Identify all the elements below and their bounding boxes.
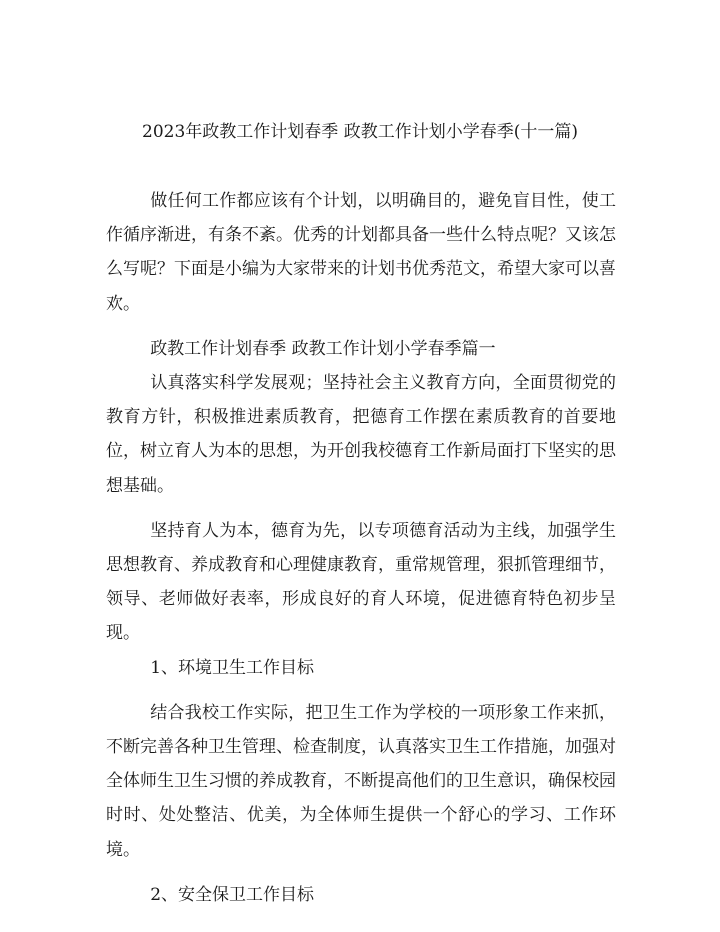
document-title: 2023年政教工作计划春季 政教工作计划小学春季(十一篇): [142, 122, 578, 142]
body-paragraph: 坚持育人为本，德育为先，以专项德育活动为主线，加强学生思想教育、养成教育和心理健康教育，重常规管理，狠抓管理细节，领导、老师做好表率，形成良好的育人环境，促进德育特色初步呈现。: [106, 520, 616, 644]
body-paragraph: 结合我校工作实际，把卫生工作为学校的一项形象工作来抓，不断完善各种卫生管理、检查制度，认真落实卫生工作措施，加强对全体师生卫生习惯的养成教育，不断提高他们的卫生意识，确保校园时时、处处整洁、优美，为全体师生提供一个舒心的学习、工作环境。: [106, 702, 616, 860]
subsection-heading: 2、安全保卫工作目标: [150, 884, 315, 905]
subsection-heading: 1、环境卫生工作目标: [150, 657, 315, 678]
document-body: [106, 184, 616, 912]
body-paragraph: 认真落实科学发展观；坚持社会主义教育方向，全面贯彻党的教育方针，积极推进素质教育，把德育工作摆在素质教育的首要地位，树立育人为本的思想，为开创我校德育工作新局面打下坚实的思想基础。: [106, 373, 616, 496]
intro-paragraph: 做任何工作都应该有个计划，以明确目的，避免盲目性，使工作循序渐进，有条不紊。优秀的计划都具备一些什么特点呢？又该怎么写呢？下面是小编为大家带来的计划书优秀范文，希望大家可以喜欢。: [106, 191, 616, 314]
section-heading: 政教工作计划春季 政教工作计划小学春季篇一: [150, 338, 496, 359]
